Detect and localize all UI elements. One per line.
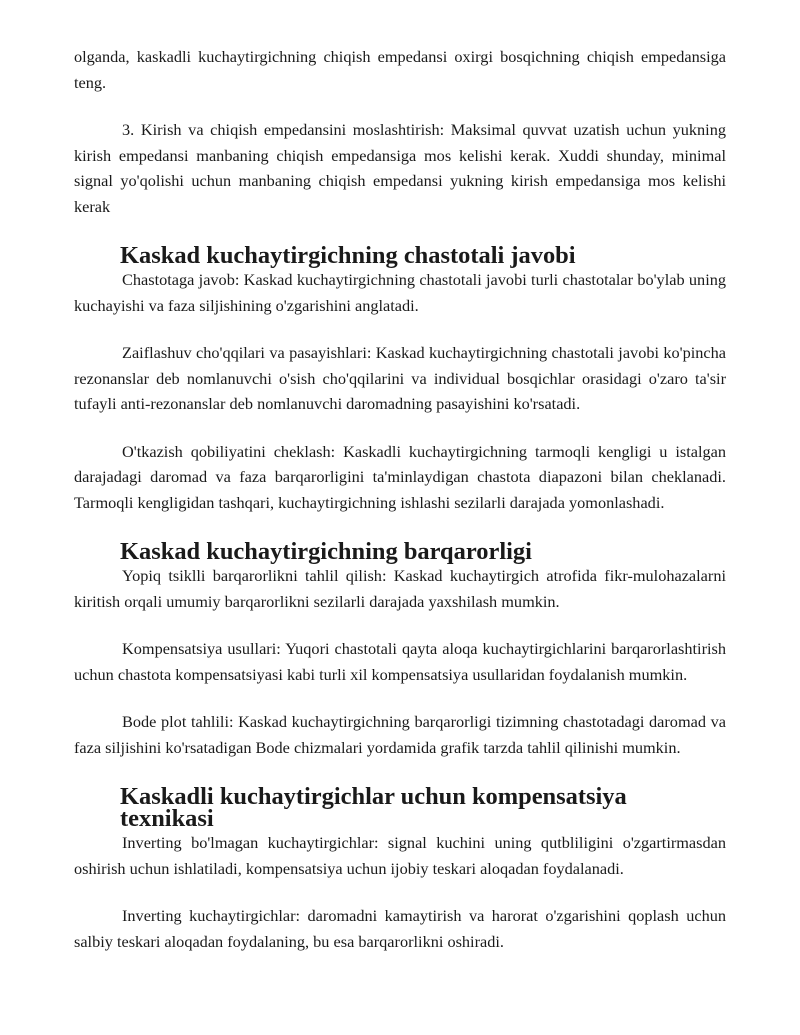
paragraph-impedance-matching: 3. Kirish va chiqish empedansini moslashtirish: Maksimal quvvat uzatish uchun yukning kirish empedansi manbaning chiqish empedansiga mos kelishi kerak. Xuddi shunday, minimal signal yo'qolishi uchun manbaning chiqish empedansi yukning kirish empedansiga mos kelishi kerak xyxy=(74,120,726,216)
section-heading-compensation-techniques: Kaskadli kuchaytirgichlar uchun kompensatsiya texnikasi xyxy=(120,783,627,832)
paragraph-peaks-dips: Zaiflashuv cho'qqilari va pasayishlari: Kaskad kuchaytirgichning chastotali javobi ko'pincha rezonanslar deb nomlanuvchi o'sish cho'qqilarini va individual bosqichlar orasidagi o'zaro ta'sir tufayli anti-rezonanslar deb nomlanuvchi daromadning pasayishini ko'rsatadi. xyxy=(74,343,726,413)
section-heading-frequency-response: Kaskad kuchaytirgichning chastotali javobi xyxy=(120,242,576,269)
paragraph-compensation-methods: Kompensatsiya usullari: Yuqori chastotali qayta aloqa kuchaytirgichlarini barqarorlashtirish uchun chastota kompensatsiyasi kabi turli xil kompensatsiya usullaridan foydalanish mumkin. xyxy=(74,639,726,684)
paragraph-non-inverting: Inverting bo'lmagan kuchaytirgichlar: signal kuchini uning qutbliligini o'zgartirmasdan oshirish uchun ishlatiladi, kompensatsiya uchun ijobiy teskari aloqadan foydalanadi. xyxy=(74,833,726,878)
paragraph-bode-plot: Bode plot tahlili: Kaskad kuchaytirgichning barqarorligi tizimning chastotadagi daromad va faza siljishini ko'rsatadigan Bode chizmalari yordamida grafik tarzda tahlil qilinishi mumkin. xyxy=(74,712,726,757)
section-heading-stability: Kaskad kuchaytirgichning barqarorligi xyxy=(120,538,532,565)
paragraph-closed-loop-stability: Yopiq tsiklli barqarorlikni tahlil qilish: Kaskad kuchaytirgich atrofida fikr-mulohazalarni kiritish orqali umumiy barqarorlikni sezilarli darajada yaxshilash mumkin. xyxy=(74,566,726,611)
document-page xyxy=(74,44,726,954)
paragraph-continuation: olganda, kaskadli kuchaytirgichning chiqish empedansi oxirgi bosqichning chiqish empedansiga teng. xyxy=(74,47,726,92)
paragraph-inverting: Inverting kuchaytirgichlar: daromadni kamaytirish va harorat o'zgarishini qoplash uchun salbiy teskari aloqadan foydalaning, bu esa barqarorlikni oshiradi. xyxy=(74,906,726,951)
paragraph-frequency-response: Chastotaga javob: Kaskad kuchaytirgichning chastotali javobi turli chastotalar bo'ylab uning kuchayishi va faza siljishining o'zgarishini anglatadi. xyxy=(74,270,726,315)
paragraph-bandwidth-limit: O'tkazish qobiliyatini cheklash: Kaskadli kuchaytirgichning tarmoqli kengligi u istalgan darajadagi daromad va faza barqarorligini ta'minlaydigan chastota diapazoni bilan cheklanadi. Tarmoqli kengligidan tashqari, kuchaytirgichning ishlashi sezilarli darajada yomonlashadi. xyxy=(74,441,726,512)
